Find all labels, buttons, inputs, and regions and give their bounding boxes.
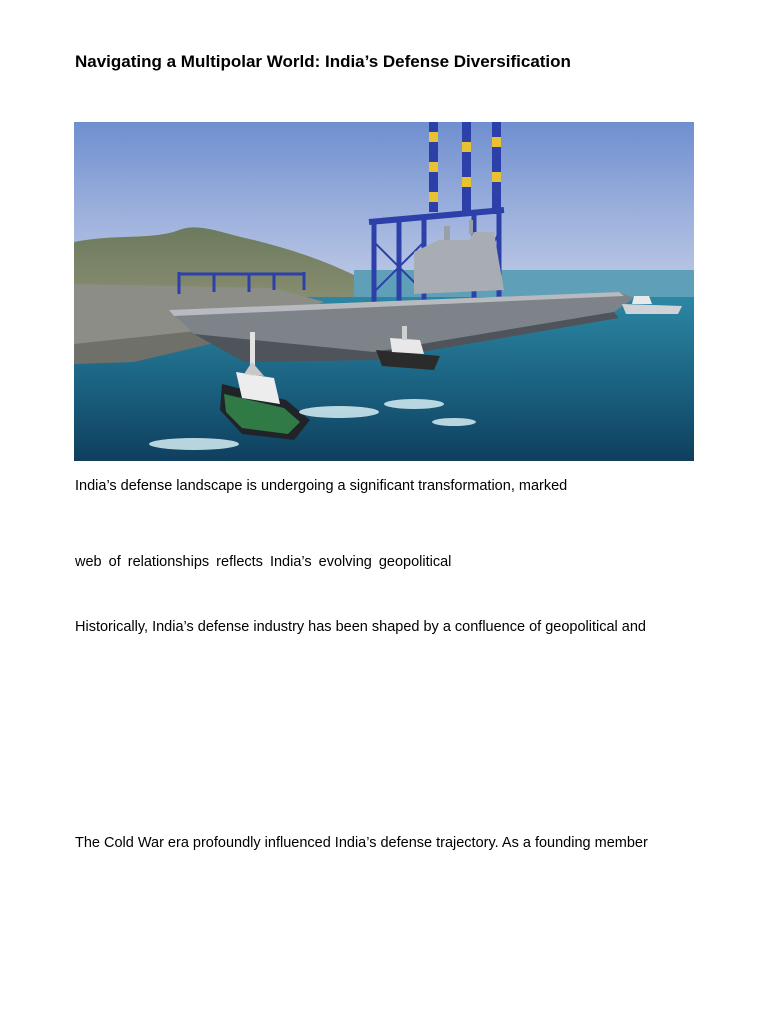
body-paragraph: web of relationships reflects India’s evolving geopolitical	[75, 554, 452, 570]
body-paragraph: The Cold War era profoundly influenced India’s defense trajectory. As a founding member	[75, 835, 648, 851]
body-paragraph: India’s defense landscape is undergoing a significant transformation, marked	[75, 478, 568, 494]
body-paragraph: Historically, India’s defense industry has been shaped by a confluence of geopolitical and	[75, 619, 646, 635]
document-title: Navigating a Multipolar World: India’s Defense Diversification	[75, 52, 571, 71]
aircraft-carrier-photo	[74, 122, 694, 461]
